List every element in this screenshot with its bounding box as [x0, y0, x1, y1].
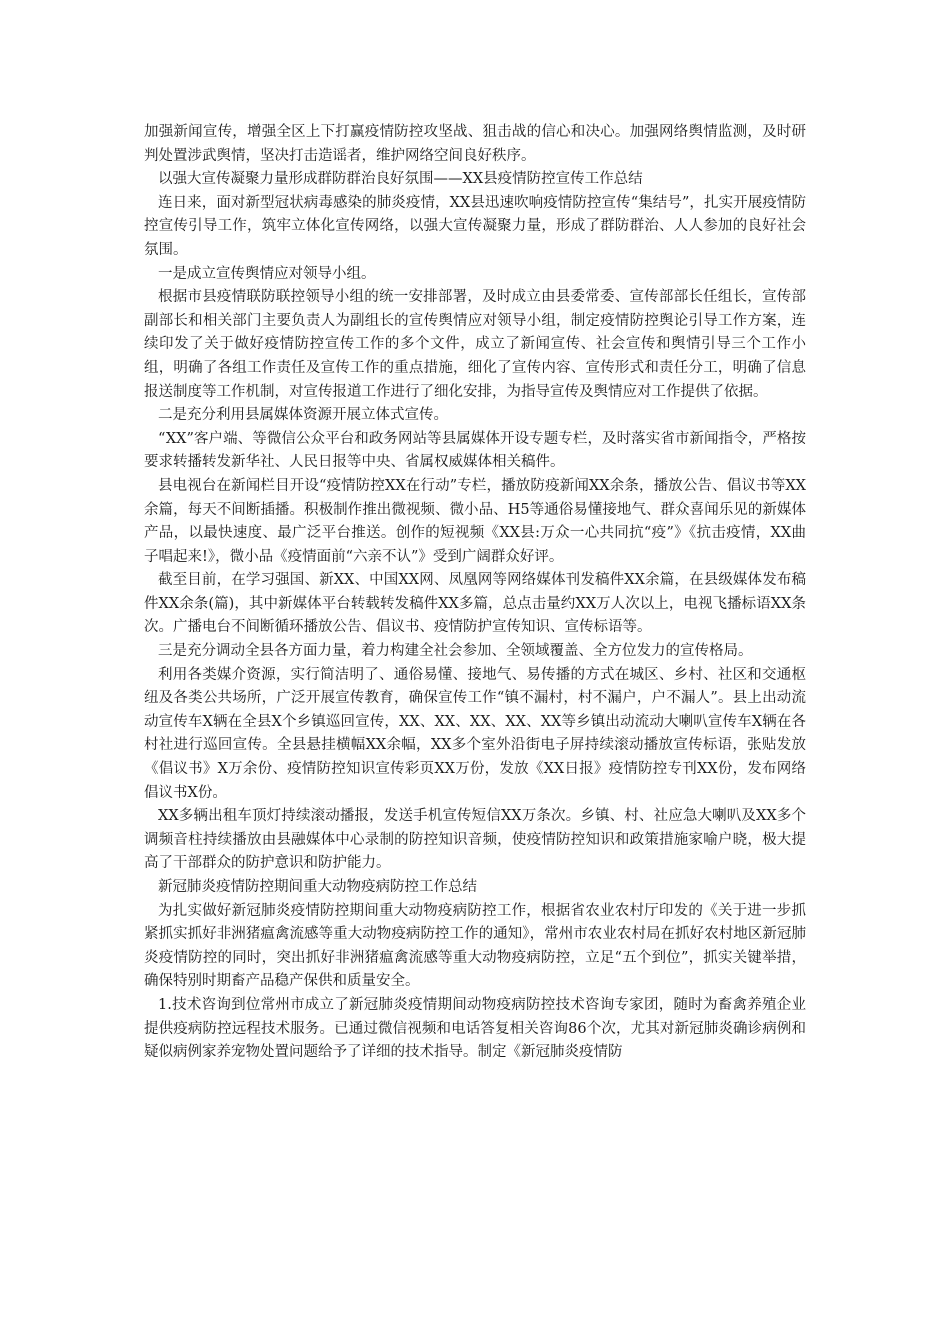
paragraph-media-resources: 利用各类媒介资源，实行简洁明了、通俗易懂、接地气、易传播的方式在城区、乡村、社区和交通枢纽及各类公共场所，广泛开展宣传教育，确保宣传工作“镇不漏村，村不漏户，户不漏人”。县上出动流动宣传车X辆在全县X个乡镇巡回宣传，XX、XX、XX、XX、XX等乡镇出动流动大喇叭宣传车X辆在各村社进行巡回宣传。全县悬挂横幅XX余幅，XX多个室外沿街电子屏持续滚动播放宣传标语，张贴发放《倡议书》X万余份、疫情防控知识宣传彩页XX万份，发放《XX日报》疫情防控专刊XX份，发布网络倡议书X份。: [144, 666, 806, 801]
paragraph-taxi-broadcast: XX多辆出租车顶灯持续滚动播报，发送手机宣传短信XX万条次。乡镇、村、社应急大喇叭及XX多个调频音柱持续播放由县融媒体中心录制的防控知识音频，使疫情防控知识和政策措施家喻户晓，极大提高了干部群众的防护意识和防护能力。: [144, 808, 806, 872]
paragraph-intro: 连日来，面对新型冠状病毒感染的肺炎疫情，XX县迅速吹响疫情防控宣传“集结号”，扎实开展疫情防控宣传引导工作，筑牢立体化宣传网络，以强大宣传凝聚力量，形成了群防群治、人人参加的良好社会氛围。: [144, 194, 806, 258]
subheading-all-forces: 三是充分调动全县各方面力量，着力构建全社会参加、全领域覆盖、全方位发力的宣传格局。: [158, 643, 753, 660]
paragraph-tv-station: 县电视台在新闻栏目开设“疫情防控XX在行动”专栏，播放防疫新闻XX余条，播放公告、倡议书等XX余篇，每天不间断插播。积极制作推出微视频、微小品、H5等通俗易懂接地气、群众喜闻乐见的新媒体产品，以最快速度、最广泛平台推送。创作的短视频《XX县:万众一心共同抗“疫”》《抗击疫情，XX曲子唱起来!》，微小品《疫情面前“六亲不认”》受到广阔群众好评。: [144, 477, 806, 565]
document-body: [144, 121, 806, 1065]
paragraph-leading-group: 根据市县疫情联防联控领导小组的统一安排部署，及时成立由县委常委、宣传部部长任组长，宣传部副部长和相关部门主要负责人为副组长的宣传舆情应对领导小组，制定疫情防控舆论引导工作方案，连续印发了关于做好疫情防控宣传工作的多个文件，成立了新闻宣传、社会宣传和舆情引导三个工作小组，明确了各组工作责任及宣传工作的重点措施，细化了宣传内容、宣传形式和责任分工，明确了信息报送制度等工作机制，对宣传报道工作进行了细化安排，为指导宣传及舆情应对工作提供了依据。: [144, 289, 806, 400]
paragraph-online-media: 截至目前，在学习强国、新XX、中国XX网、凤凰网等网络媒体刊发稿件XX余篇，在县级媒体发布稿件XX余条(篇)，其中新媒体平台转载转发稿件XX多篇，总点击量约XX万人次以上，电视飞播标语XX条次。广播电台不间断循环播放公告、倡议书、疫情防护宣传知识、宣传标语等。: [144, 572, 806, 636]
paragraph-news-publicity: 加强新闻宣传，增强全区上下打赢疫情防控攻坚战、狙击战的信心和决心。加强网络舆情监测，及时研判处置涉武舆情，坚决打击造谣者，维护网络空间良好秩序。: [144, 124, 806, 164]
subheading-leading-group: 一是成立宣传舆情应对领导小组。: [158, 265, 376, 282]
section-title-county-publicity: 以强大宣传凝聚力量形成群防群治良好氛围——XX县疫情防控宣传工作总结: [158, 171, 643, 188]
paragraph-animal-disease-intro: 为扎实做好新冠肺炎疫情防控期间重大动物疫病防控工作，根据省农业农村厅印发的《关于进一步抓紧抓实抓好非洲猪瘟禽流感等重大动物疫病防控工作的通知》，常州市农业农村局在抓好农村地区新冠肺炎疫情防控的同时，突出抓好非洲猪瘟禽流感等重大动物疫病防控，立足“五个到位”，抓实关键举措，确保特别时期畜产品稳产保供和质量安全。: [144, 902, 806, 990]
subheading-county-media: 二是充分利用县属媒体资源开展立体式宣传。: [158, 407, 448, 424]
paragraph-client-platforms: “XX”客户端、等微信公众平台和政务网站等县属媒体开设专题专栏，及时落实省市新闻指令，严格按要求转播转发新华社、人民日报等中央、省属权威媒体相关稿件。: [144, 430, 806, 471]
paragraph-technical-consulting: 1.技术咨询到位常州市成立了新冠肺炎疫情期间动物疫病防控技术咨询专家团，随时为畜禽养殖企业提供疫病防控远程技术服务。已通过微信视频和电话答复相关咨询86个次，尤其对新冠肺炎确诊病例和疑似病例家养宠物处置问题给予了详细的技术指导。制定《新冠肺炎疫情防: [144, 996, 806, 1061]
section-title-animal-disease: 新冠肺炎疫情防控期间重大动物疫病防控工作总结: [158, 879, 477, 895]
